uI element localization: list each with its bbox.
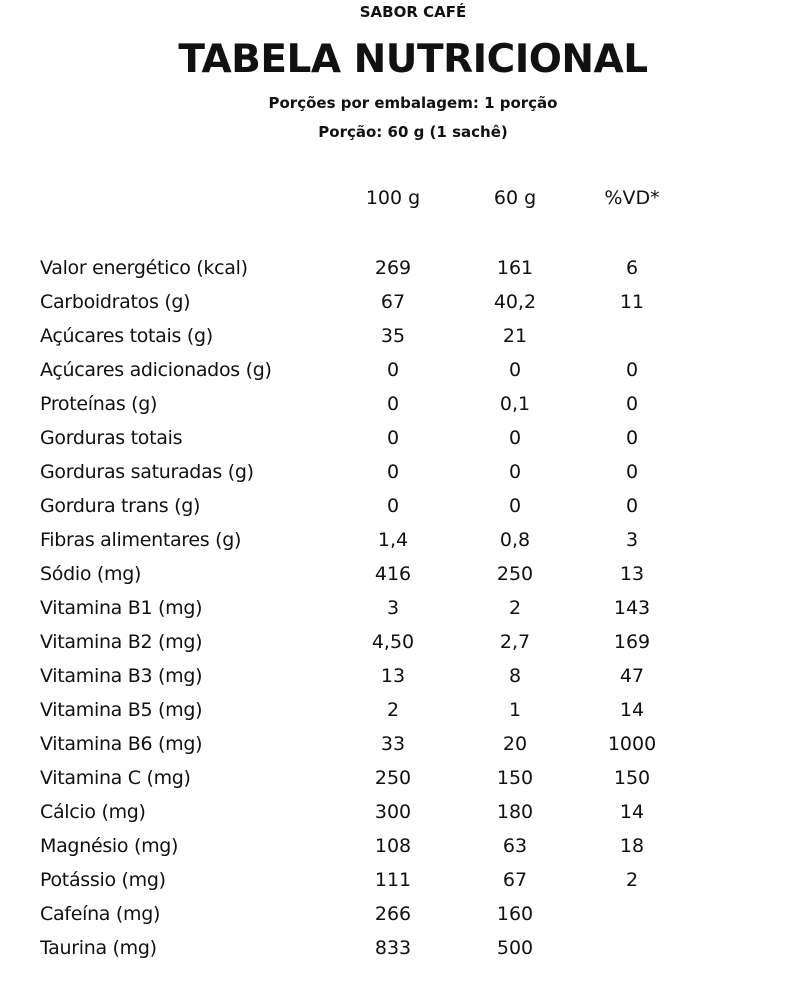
value-60g: 40,2	[493, 291, 537, 313]
value-60g: 63	[502, 835, 528, 857]
value-100g: 1,4	[377, 529, 409, 551]
value-100g: 300	[374, 801, 412, 823]
value-100g: 111	[374, 869, 412, 891]
value-vd: 1000	[607, 733, 657, 755]
nutrition-table	[0, 254, 800, 968]
table-row	[0, 492, 800, 526]
value-60g: 0,1	[499, 393, 531, 415]
value-60g: 0	[508, 359, 522, 381]
value-60g: 67	[502, 869, 528, 891]
value-100g: 0	[386, 359, 400, 381]
value-vd: 169	[613, 631, 651, 653]
nutrient-name: Potássio (mg)	[40, 869, 166, 891]
nutrient-name: Vitamina B1 (mg)	[40, 597, 203, 619]
nutrient-name: Proteínas (g)	[40, 393, 158, 415]
value-vd: 2	[625, 869, 639, 891]
table-row	[0, 764, 800, 798]
table-row	[0, 696, 800, 730]
nutrient-name: Carboidratos (g)	[40, 291, 191, 313]
value-60g: 0	[508, 427, 522, 449]
table-row	[0, 934, 800, 968]
table-row	[0, 390, 800, 424]
nutrient-name: Magnésio (mg)	[40, 835, 179, 857]
value-vd: 0	[625, 427, 639, 449]
nutrient-name: Vitamina B2 (mg)	[40, 631, 203, 653]
value-100g: 0	[386, 495, 400, 517]
value-vd: 14	[619, 699, 645, 721]
table-row	[0, 730, 800, 764]
table-row	[0, 628, 800, 662]
nutrient-name: Cálcio (mg)	[40, 801, 146, 823]
value-vd: 11	[619, 291, 645, 313]
table-row	[0, 254, 800, 288]
nutrient-name: Vitamina C (mg)	[40, 767, 191, 789]
page-title: TABELA NUTRICIONAL	[178, 37, 648, 82]
value-100g: 416	[374, 563, 412, 585]
value-60g: 21	[502, 325, 528, 347]
table-row	[0, 356, 800, 390]
nutrient-name: Cafeína (mg)	[40, 903, 161, 925]
value-vd: 47	[619, 665, 645, 687]
value-100g: 833	[374, 937, 412, 959]
value-vd: 0	[625, 359, 639, 381]
nutrient-name: Vitamina B5 (mg)	[40, 699, 203, 721]
nutrient-name: Gorduras saturadas (g)	[40, 461, 254, 483]
table-row	[0, 560, 800, 594]
value-100g: 266	[374, 903, 412, 925]
servings-per-package: Porções por embalagem: 1 porção	[268, 94, 558, 112]
value-60g: 2,7	[499, 631, 531, 653]
value-vd: 18	[619, 835, 645, 857]
serving-size: Porção: 60 g (1 sachê)	[318, 123, 508, 141]
value-100g: 3	[386, 597, 400, 619]
value-vd: 6	[625, 257, 639, 279]
value-60g: 500	[496, 937, 534, 959]
value-60g: 0	[508, 461, 522, 483]
value-60g: 20	[502, 733, 528, 755]
value-60g: 250	[496, 563, 534, 585]
table-row	[0, 458, 800, 492]
value-vd: 3	[625, 529, 639, 551]
table-row	[0, 798, 800, 832]
nutrient-name: Taurina (mg)	[40, 937, 157, 959]
value-60g: 0,8	[499, 529, 531, 551]
table-row	[0, 288, 800, 322]
table-row	[0, 322, 800, 356]
value-60g: 180	[496, 801, 534, 823]
nutrient-name: Sódio (mg)	[40, 563, 142, 585]
value-vd: 0	[625, 393, 639, 415]
value-vd: 150	[613, 767, 651, 789]
table-row	[0, 526, 800, 560]
value-100g: 269	[374, 257, 412, 279]
nutrient-name: Vitamina B3 (mg)	[40, 665, 203, 687]
table-row	[0, 900, 800, 934]
value-vd: 0	[625, 495, 639, 517]
value-60g: 160	[496, 903, 534, 925]
nutrient-name: Valor energético (kcal)	[40, 257, 248, 279]
value-100g: 13	[380, 665, 406, 687]
flavor-label: SABOR CAFÉ	[359, 3, 467, 21]
value-60g: 8	[508, 665, 522, 687]
table-row	[0, 662, 800, 696]
value-100g: 0	[386, 461, 400, 483]
nutrient-name: Vitamina B6 (mg)	[40, 733, 203, 755]
value-60g: 161	[496, 257, 534, 279]
table-row	[0, 832, 800, 866]
nutrient-name: Açúcares adicionados (g)	[40, 359, 272, 381]
table-row	[0, 866, 800, 900]
value-vd: 0	[625, 461, 639, 483]
value-100g: 4,50	[371, 631, 415, 653]
value-60g: 2	[508, 597, 522, 619]
column-header-60g: 60 g	[493, 187, 537, 209]
value-100g: 108	[374, 835, 412, 857]
table-row	[0, 594, 800, 628]
value-100g: 2	[386, 699, 400, 721]
table-row	[0, 424, 800, 458]
value-60g: 150	[496, 767, 534, 789]
value-vd: 13	[619, 563, 645, 585]
value-100g: 35	[380, 325, 406, 347]
value-vd: 143	[613, 597, 651, 619]
value-100g: 0	[386, 427, 400, 449]
value-vd: 14	[619, 801, 645, 823]
value-100g: 250	[374, 767, 412, 789]
value-100g: 67	[380, 291, 406, 313]
nutrient-name: Gordura trans (g)	[40, 495, 201, 517]
value-100g: 0	[386, 393, 400, 415]
value-100g: 33	[380, 733, 406, 755]
value-60g: 1	[508, 699, 522, 721]
value-60g: 0	[508, 495, 522, 517]
column-header-vd: %VD*	[604, 187, 660, 209]
nutrient-name: Gorduras totais	[40, 427, 183, 449]
column-header-100g: 100 g	[365, 187, 421, 209]
nutrient-name: Açúcares totais (g)	[40, 325, 213, 347]
nutrient-name: Fibras alimentares (g)	[40, 529, 242, 551]
